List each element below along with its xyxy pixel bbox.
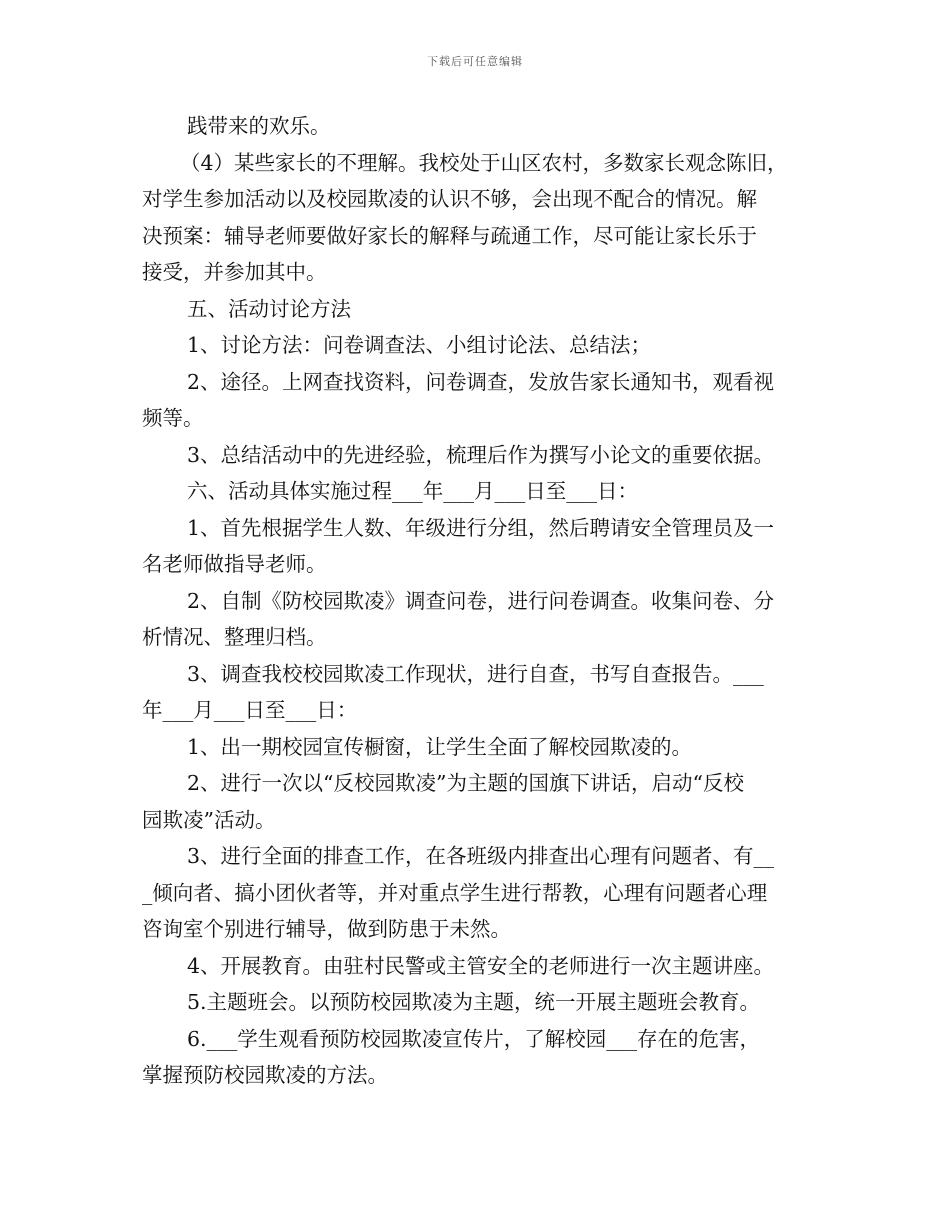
text-line: 2、自制《防校园欺凌》调查问卷，进行问卷调查。收集问卷、分 [187,588,775,613]
text-line: 2、途径。上网查找资料，问卷调查，发放告家长通知书，观看视 [187,369,775,394]
page-header: 下载后可任意编辑 [427,55,523,68]
text-line: 咨询室个别进行辅导，做到防患于未然。 [142,917,511,941]
text-line: 1、出一期校园宣传橱窗，让学生全面了解校园欺凌的。 [187,734,693,759]
text-line: 频等。 [142,406,204,430]
section-heading: 六、活动具体实施过程___年___月___日至___日： [187,479,638,503]
text-line: 对学生参加活动以及校园欺凌的认识不够，会出现不配合的情况。解 [142,187,757,211]
text-line: 名老师做指导老师。 [142,552,327,576]
text-line: 5.主题班会。以预防校园欺凌为主题，统一开展主题班会教育。 [187,990,761,1014]
text-line: 1、首先根据学生人数、年级进行分组，然后聘请安全管理员及一 [187,515,775,540]
section-heading: 五、活动讨论方法 [187,296,351,321]
text-line: 决预案：辅导老师要做好家长的解释与疏通工作，尽可能让家长乐于 [142,223,757,248]
text-line: 接受，并参加其中。 [142,260,327,284]
text-line: _倾向者、搞小团伙者等，并对重点学生进行帮教，心理有问题者心理 [142,880,768,905]
text-line: 6.___学生观看预防校园欺凌宣传片，了解校园___存在的危害， [187,1026,761,1051]
document-body [142,108,812,1094]
text-line: 1、讨论方法：问卷调查法、小组讨论法、总结法； [187,333,652,357]
text-line: 年___月___日至___日： [142,698,358,722]
text-line: （4）某些家长的不理解。我校处于山区农村，多数家长观念陈旧， [180,150,788,175]
text-line: 践带来的欢乐。 [187,114,331,138]
text-line: 3、总结活动中的先进经验，梳理后作为撰写小论文的重要依据。 [187,442,775,467]
text-line: 4、开展教育。由驻村民警或主管安全的老师进行一次主题讲座。 [187,953,775,978]
text-line: 析情况、整理归档。 [142,625,327,649]
text-line: 3、调查我校校园欺凌工作现状，进行自查，书写自查报告。___ [187,661,764,686]
text-line: 掌握预防校园欺凌的方法。 [142,1063,388,1087]
text-line: 3、进行全面的排查工作，在各班级内排查出心理有问题者、有__ [187,844,775,868]
text-line: 2、进行一次以“反校园欺凌”为主题的国旗下讲话，启动“反校 [187,771,744,795]
text-line: 园欺凌”活动。 [142,807,276,832]
